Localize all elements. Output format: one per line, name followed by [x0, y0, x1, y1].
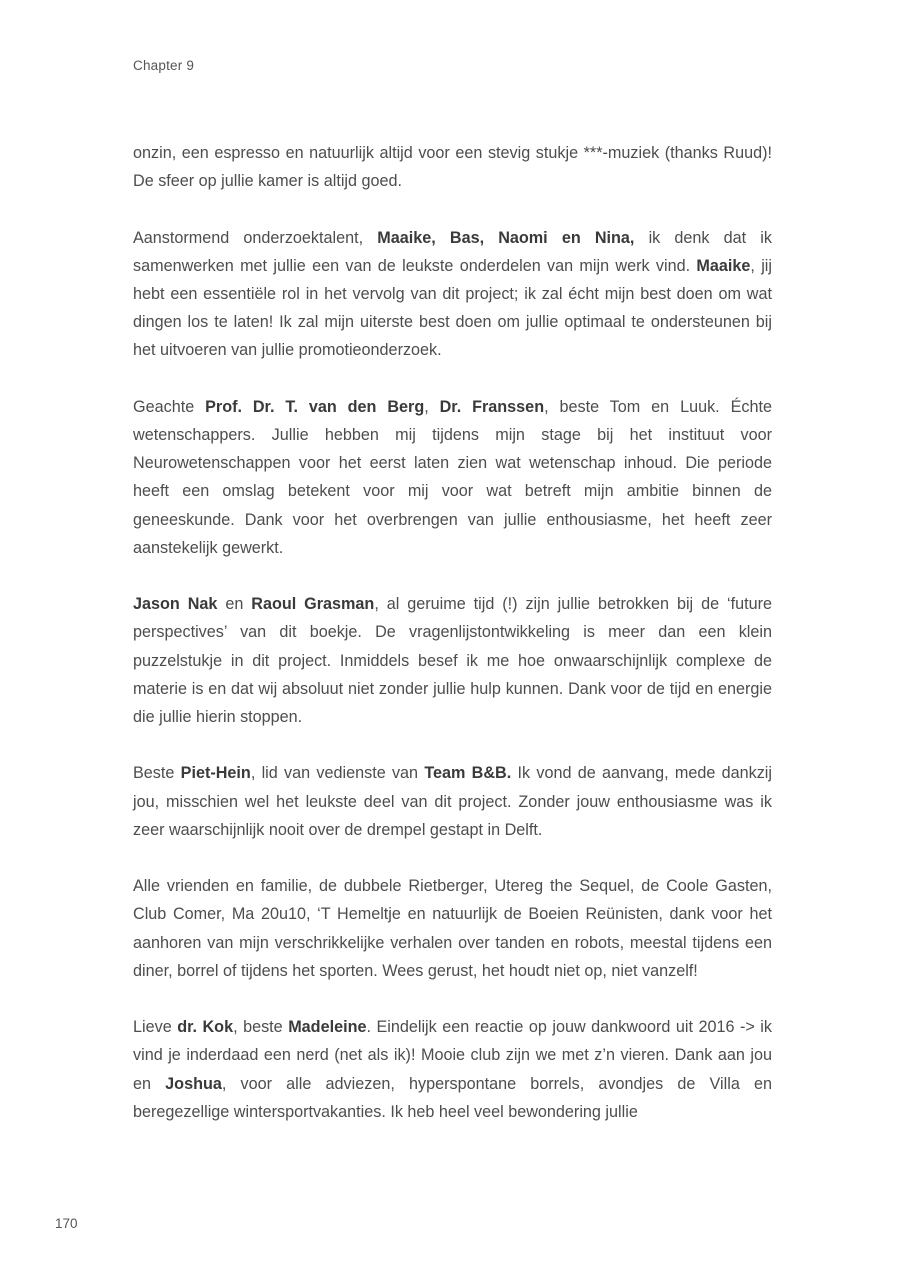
- text-run: en: [217, 595, 252, 614]
- bold-name: Prof. Dr. T. van den Berg: [205, 397, 425, 416]
- text-run: , lid van vedienste van: [250, 764, 425, 783]
- bold-name: Raoul Grasman: [251, 595, 375, 614]
- paragraph: [133, 393, 772, 562]
- bold-name: Maaike, Bas, Naomi en Nina,: [377, 228, 635, 247]
- text-run: Geachte: [133, 397, 206, 416]
- bold-name: Piet-Hein: [180, 764, 251, 783]
- text-run: , al geruime tijd (!) zijn jullie betrokken bij de ‘future perspectives’ van dit boekje. De vragenlijstontwikkeling is meer dan een klein puzzelstukje in dit project. Inmiddels besef ik me hoe onwaarschijnlijk complexe de materie is en dat wij absoluut niet zonder jullie hulp kunnen. Dank voor de tijd en energie die jullie hierin stoppen.: [133, 595, 772, 727]
- bold-name: Jason Nak: [133, 595, 218, 614]
- text-run: , jij hebt een essentiële rol in het vervolg van dit project; ik zal écht mijn best doen om wat dingen los te laten! Ik zal mijn uiterste best doen om jullie optimaal te ondersteunen bij het uitvoeren van jullie promotieonderzoek.: [133, 256, 772, 360]
- bold-name: Madeleine: [288, 1018, 367, 1037]
- paragraph: [133, 759, 772, 844]
- page-number: 170: [55, 1216, 78, 1231]
- bold-name: Team B&B.: [424, 764, 512, 783]
- text-run: , beste: [233, 1018, 289, 1037]
- text-run: , beste Tom en Luuk. Échte wetenschappers. Jullie hebben mij tijdens mijn stage bij het instituut voor Neurowetenschappen voor het eerst laten zien wat wetenschap inhoud. Die periode heeft een omslag betekent voor mij voor wat betreft mijn ambitie binnen de geneeskunde. Dank voor het overbrengen van jullie enthousiasme, het heeft zeer aanstekelijk gewerkt.: [133, 397, 772, 557]
- text-run: Ik vond de aanvang, mede dankzij jou, misschien wel het leukste deel van dit project. Zonder jouw enthousiasme was ik zeer waarschijnlijk nooit over de drempel gestapt in Delft.: [133, 764, 772, 839]
- running-header-chapter: Chapter 9: [133, 58, 195, 73]
- paragraph: [133, 872, 772, 985]
- bold-name: Dr. Franssen: [439, 397, 545, 416]
- paragraph: [133, 1013, 772, 1126]
- paragraph: [133, 224, 772, 365]
- text-run: . Eindelijk een reactie op jouw dankwoord uit 2016 -> ik vind je inderdaad een nerd (net als ik)! Mooie club zijn we met z’n vieren. Dank aan jou en: [133, 1018, 772, 1093]
- acknowledgements-body: [133, 139, 772, 1126]
- text-run: , voor alle adviezen, hyperspontane borrels, avondjes de Villa en beregezellige wintersportvakanties. Ik heb heel veel bewondering jullie: [133, 1074, 772, 1121]
- bold-name: Joshua: [165, 1074, 222, 1093]
- text-run: Alle vrienden en familie, de dubbele Rietberger, Utereg the Sequel, de Coole Gasten, Club Comer, Ma 20u10, ‘T Hemeltje en natuurlijk de Boeien Reünisten, dank voor het aanhoren van mijn verschrikkelijke verhalen over tanden en robots, meestal tijdens een diner, borrel of tijdens het sporten. Wees gerust, het houdt niet op, niet vanzelf!: [133, 877, 772, 980]
- text-run: ,: [424, 397, 440, 416]
- text-run: Lieve: [133, 1018, 178, 1037]
- bold-name: dr. Kok: [177, 1018, 234, 1037]
- text-run: ik denk dat ik samenwerken met jullie een van de leukste onderdelen van mijn werk vind.: [133, 228, 772, 275]
- paragraph: [133, 590, 772, 731]
- text-run: Aanstormend onderzoektalent,: [133, 228, 378, 247]
- paragraph: [133, 139, 772, 195]
- text-run: onzin, een espresso en natuurlijk altijd voor een stevig stukje ***-muziek (thanks Ruud)! De sfeer op jullie kamer is altijd goed.: [133, 144, 772, 191]
- text-run: Beste: [133, 764, 181, 783]
- bold-name: Maaike: [696, 256, 751, 275]
